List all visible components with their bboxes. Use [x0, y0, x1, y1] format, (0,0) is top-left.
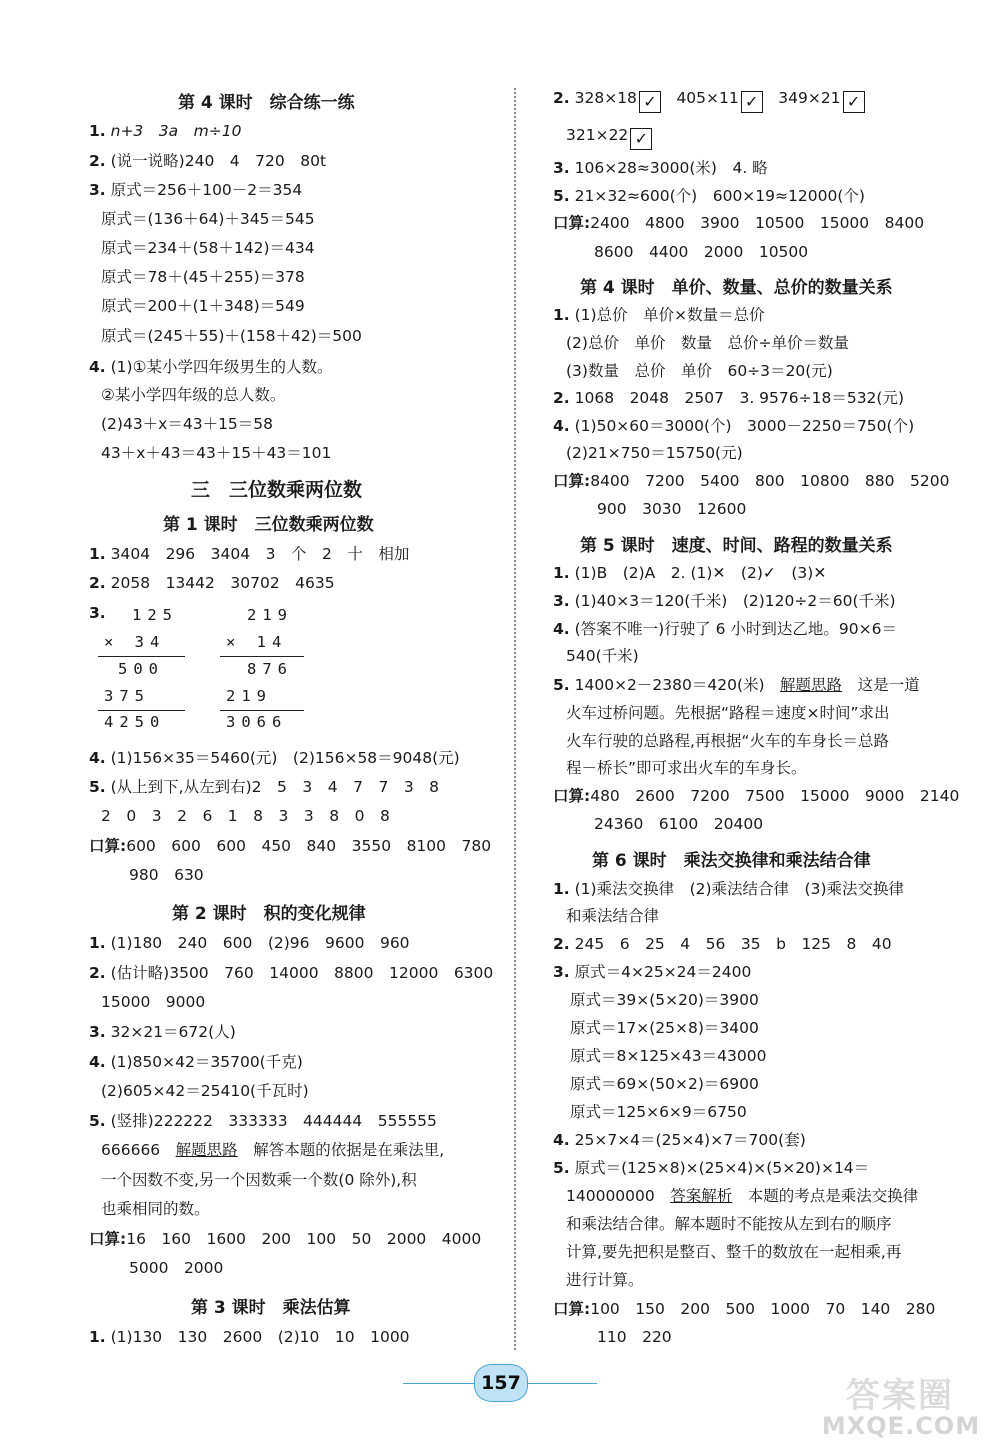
oral-calc-label: 口算: — [89, 837, 127, 855]
item-number: 1. — [89, 122, 106, 140]
answer-text: 480 2600 7200 7500 15000 9000 2140 — [590, 787, 960, 805]
oral-calc-label: 口算: — [553, 214, 591, 232]
answer-text: (说一说略)240 4 720 80t — [110, 152, 327, 170]
item-number: 4. — [553, 620, 570, 638]
check-box: ✓ — [843, 91, 865, 113]
answer-line — [553, 591, 896, 611]
answer-text: 2400 4800 3900 10500 15000 8400 — [590, 214, 925, 232]
answer-line: 一个因数不变,另一个因数乘一个数(0 除外),积 — [101, 1171, 417, 1189]
calc-row: 500 — [118, 660, 164, 678]
oral-calc-line — [89, 836, 491, 856]
watermark — [806, 1378, 996, 1440]
answer-line: 和乘法结合律。解本题时不能按从左到右的顺序 — [566, 1215, 892, 1233]
item-number: 1. — [89, 934, 106, 952]
section-title: 第 1 课时 三位数乘两位数 — [163, 515, 374, 535]
section-title: 第 4 课时 单价、数量、总价的数量关系 — [580, 278, 893, 298]
answer-line: 计算,要先把积是整百、整千的数放在一起相乘,再 — [566, 1243, 902, 1261]
answer-text: 原式＝4×25×24＝2400 — [574, 963, 752, 981]
answer-line: 和乘法结合律 — [566, 907, 660, 925]
oral-calc-label: 口算: — [553, 472, 591, 490]
answer-line: 原式＝234＋(58＋142)＝434 — [101, 239, 315, 257]
item-number: 2. — [89, 152, 106, 170]
answer-text: 32×21＝672(人) — [110, 1023, 236, 1041]
check-box: ✓ — [639, 91, 661, 113]
answer-text: 349×21 — [778, 89, 841, 107]
answer-text: (1)180 240 600 (2)96 9600 960 — [110, 934, 410, 952]
item-number: 3. — [553, 592, 570, 610]
answer-line — [89, 151, 326, 171]
answer-line — [89, 1052, 303, 1072]
oral-calc-line: 980 630 — [129, 866, 204, 884]
item-number: 1. — [553, 880, 570, 898]
answer-line: (2)21×750＝15750(元) — [566, 444, 743, 462]
oral-calc-label: 口算: — [89, 1230, 127, 1248]
answer-line — [553, 879, 904, 899]
oral-calc-line: 5000 2000 — [129, 1259, 224, 1277]
section-title: 第 3 课时 乘法估算 — [191, 1298, 351, 1318]
answer-line — [89, 963, 493, 983]
answer-line — [553, 1130, 806, 1150]
answer-line — [101, 1140, 444, 1160]
answer-text: 405×11 — [676, 89, 739, 107]
oral-calc-line: 900 3030 12600 — [597, 500, 747, 518]
answer-text: 本题的考点是乘法交换律 — [732, 1187, 919, 1205]
answer-line: (2)总价 单价 数量 总价÷单价＝数量 — [566, 334, 849, 352]
answer-text: n+3 3a m÷10 — [110, 122, 242, 140]
answer-line — [89, 121, 241, 141]
item-number: 3. — [553, 159, 570, 177]
calc-row: 125 — [132, 606, 178, 624]
oral-calc-line — [553, 213, 924, 233]
calc-row: 219 — [226, 687, 272, 705]
answer-line — [553, 388, 904, 408]
answer-text: 3404 296 3404 3 个 2 十 相加 — [110, 545, 410, 563]
item-number: 3. — [89, 604, 106, 622]
answer-line — [89, 1327, 410, 1347]
answer-text: 原式＝256＋100－2＝354 — [110, 181, 303, 199]
answer-text: (1)130 130 2600 (2)10 10 1000 — [110, 1328, 410, 1346]
answer-line — [553, 675, 920, 695]
item-number: 5. — [553, 1159, 570, 1177]
answer-line: 原式＝17×(25×8)＝3400 — [570, 1019, 759, 1037]
answer-line — [89, 933, 410, 953]
answer-line: ②某小学四年级的总人数。 — [101, 386, 286, 404]
oral-calc-line — [553, 1299, 935, 1319]
calc-rule — [98, 656, 185, 657]
answer-text: (1)①某小学四年级男生的人数。 — [110, 358, 333, 376]
answer-line — [566, 125, 652, 150]
answer-text: 16 160 1600 200 100 50 2000 4000 — [126, 1230, 482, 1248]
check-box: ✓ — [630, 128, 652, 150]
answer-line — [89, 1022, 236, 1042]
answer-line — [553, 1158, 869, 1178]
item-number: 3. — [89, 1023, 106, 1041]
answer-line — [553, 305, 765, 325]
answer-text: (1)850×42＝35700(千克) — [110, 1053, 303, 1071]
answer-line: 原式＝78＋(45＋255)＝378 — [101, 268, 305, 286]
hint-tag: 解题思路 — [780, 676, 843, 694]
calc-rule — [220, 710, 304, 711]
item-number: 4. — [89, 749, 106, 767]
answer-line: 原式＝125×6×9＝6750 — [570, 1103, 747, 1121]
answer-text: (竖排)222222 333333 444444 555555 — [110, 1112, 437, 1130]
item-number: 2. — [89, 574, 106, 592]
section-title: 第 4 课时 综合练一练 — [178, 93, 355, 113]
answer-line — [89, 180, 302, 200]
answer-line — [89, 544, 409, 564]
item-number: 1. — [553, 564, 570, 582]
answer-line — [553, 619, 897, 639]
answer-text: 106×28≈3000(米) 4. 略 — [574, 159, 768, 177]
item-number: 2. — [553, 389, 570, 407]
answer-line: 15000 9000 — [101, 993, 206, 1011]
oral-calc-line — [553, 471, 949, 491]
answer-text: 原式＝(125×8)×(25×4)×(5×20)×14＝ — [574, 1159, 870, 1177]
answer-line: 火车行驶的总路程,再根据“火车的车身长＝总路 — [566, 732, 889, 750]
footer-rule — [525, 1383, 597, 1384]
answer-text: (估计略)3500 760 14000 8800 12000 6300 — [110, 964, 494, 982]
answer-line: 2 0 3 2 6 1 8 3 3 8 0 8 — [101, 807, 390, 825]
answer-line — [89, 573, 335, 593]
oral-calc-line — [89, 1229, 481, 1249]
answer-line: 原式＝(136＋64)＋345＝545 — [101, 210, 315, 228]
oral-calc-line — [553, 786, 959, 806]
item-number: 1. — [89, 1328, 106, 1346]
answer-line: 原式＝39×(5×20)＝3900 — [570, 991, 759, 1009]
check-box: ✓ — [741, 91, 763, 113]
answer-text: (1)40×3＝120(千米) (2)120÷2＝60(千米) — [574, 592, 896, 610]
item-number: 2. — [553, 89, 570, 107]
answer-line: 火车过桥问题。先根据“路程＝速度×时间”求出 — [566, 704, 890, 722]
answer-line — [553, 563, 826, 583]
section-title: 第 5 课时 速度、时间、路程的数量关系 — [580, 536, 893, 556]
item-number: 5. — [89, 1112, 106, 1130]
item-number: 4. — [553, 417, 570, 435]
oral-calc-line: 8600 4400 2000 10500 — [594, 243, 809, 261]
hint-tag: 解题思路 — [175, 1141, 238, 1159]
answer-text: 100 150 200 500 1000 70 140 280 — [590, 1300, 936, 1318]
answer-text: 25×7×4＝(25×4)×7＝700(套) — [574, 1131, 806, 1149]
calc-rule — [98, 710, 185, 711]
calc-row: × 34 — [104, 633, 166, 651]
answer-text: (1)总价 单价×数量＝总价 — [574, 306, 765, 324]
answer-line — [553, 186, 865, 206]
calc-row: 219 — [247, 606, 293, 624]
item-number: 5. — [553, 676, 570, 694]
answer-line: 进行计算。 — [566, 1271, 644, 1289]
answer-text: 8400 7200 5400 800 10800 880 5200 — [590, 472, 950, 490]
answer-line — [553, 158, 768, 178]
answer-text: 321×22 — [566, 126, 629, 144]
answer-text: 1068 2048 2507 3. 9576÷18＝532(元) — [574, 389, 905, 407]
answer-line — [566, 1186, 918, 1206]
item-number: 1. — [89, 545, 106, 563]
section-title: 第 6 课时 乘法交换律和乘法结合律 — [592, 851, 871, 871]
answer-line — [89, 1111, 437, 1131]
answer-line: 程－桥长”即可求出火车的车身长。 — [566, 759, 807, 777]
watermark-text: MXQE.COM — [821, 1412, 981, 1440]
calc-row: 3066 — [226, 713, 288, 731]
answer-text: 21×32≈600(个) 600×19≈12000(个) — [574, 187, 865, 205]
item-number: 3. — [89, 181, 106, 199]
calc-row: 4250 — [104, 713, 166, 731]
item-number: 2. — [89, 964, 106, 982]
answer-line — [89, 748, 460, 768]
oral-calc-line: 110 220 — [597, 1328, 672, 1346]
answer-text: 140000000 — [566, 1187, 671, 1205]
answer-line: 也乘相同的数。 — [101, 1200, 210, 1218]
answer-text: (1)B (2)A 2. (1)✕ (2)✓ (3)✕ — [574, 564, 827, 582]
answer-line: 540(千米) — [566, 647, 639, 665]
answer-text: 328×18 — [574, 89, 637, 107]
answer-text: (1)50×60＝3000(个) 3000－2250＝750(个) — [574, 417, 915, 435]
answer-line: 原式＝69×(50×2)＝6900 — [570, 1075, 759, 1093]
item-number: 4. — [89, 1053, 106, 1071]
item-number: 4. — [89, 358, 106, 376]
unit-title: 三 三位数乘两位数 — [191, 479, 363, 501]
answer-line: (2)43＋x＝43＋15＝58 — [101, 415, 274, 433]
answer-text: 245 6 25 4 56 35 b 125 8 40 — [574, 935, 892, 953]
answer-text: 1400×2－2380＝420(米) — [574, 676, 781, 694]
calc-row: 375 — [104, 687, 150, 705]
answer-text: (1)乘法交换律 (2)乘法结合律 (3)乘法交换律 — [574, 880, 904, 898]
answer-text: (从上到下,从左到右)2 5 3 4 7 7 3 8 — [110, 778, 440, 796]
answer-line — [89, 357, 332, 377]
answer-text: 这是一道 — [842, 676, 920, 694]
oral-calc-label: 口算: — [553, 787, 591, 805]
answer-text: (答案不唯一)行驶了 6 小时到达乙地。90×6＝ — [574, 620, 898, 638]
item-number: 5. — [553, 187, 570, 205]
item-number: 1. — [553, 306, 570, 324]
hint-tag: 答案解析 — [670, 1187, 733, 1205]
answer-line: (2)605×42＝25410(千瓦时) — [101, 1082, 309, 1100]
section-title: 第 2 课时 积的变化规律 — [172, 904, 366, 924]
calc-row: × 14 — [226, 633, 288, 651]
answer-line — [553, 934, 892, 954]
footer-rule — [403, 1383, 475, 1384]
answer-line — [553, 88, 865, 113]
answer-line — [553, 416, 914, 436]
divider — [514, 88, 516, 1350]
answer-line: 原式＝200＋(1＋348)＝549 — [101, 297, 305, 315]
page-number: 157 — [474, 1364, 528, 1402]
answer-text: 解答本题的依据是在乘法里, — [237, 1141, 445, 1159]
oral-calc-label: 口算: — [553, 1300, 591, 1318]
answer-text: 2058 13442 30702 4635 — [110, 574, 335, 592]
calc-row: 876 — [247, 660, 293, 678]
answer-line: 原式＝(245＋55)＋(158＋42)＝500 — [101, 327, 362, 345]
answer-text: 666666 — [101, 1141, 176, 1159]
answer-line: 43＋x＋43＝43＋15＋43＝101 — [101, 444, 332, 462]
item-number: 2. — [553, 935, 570, 953]
oral-calc-line: 24360 6100 20400 — [594, 815, 764, 833]
answer-line — [553, 962, 751, 982]
answer-line: (3)数量 总价 单价 60÷3＝20(元) — [566, 362, 833, 380]
answer-text: (1)156×35＝5460(元) (2)156×58＝9048(元) — [110, 749, 460, 767]
calc-rule — [220, 656, 304, 657]
item-number: 4. — [553, 1131, 570, 1149]
answer-text: 600 600 600 450 840 3550 8100 780 — [126, 837, 492, 855]
answer-line: 原式＝8×125×43＝43000 — [570, 1047, 767, 1065]
answer-line — [89, 777, 439, 797]
watermark-logo: 答案圈 — [846, 1376, 954, 1416]
item-number: 3. — [553, 963, 570, 981]
item-number: 5. — [89, 778, 106, 796]
